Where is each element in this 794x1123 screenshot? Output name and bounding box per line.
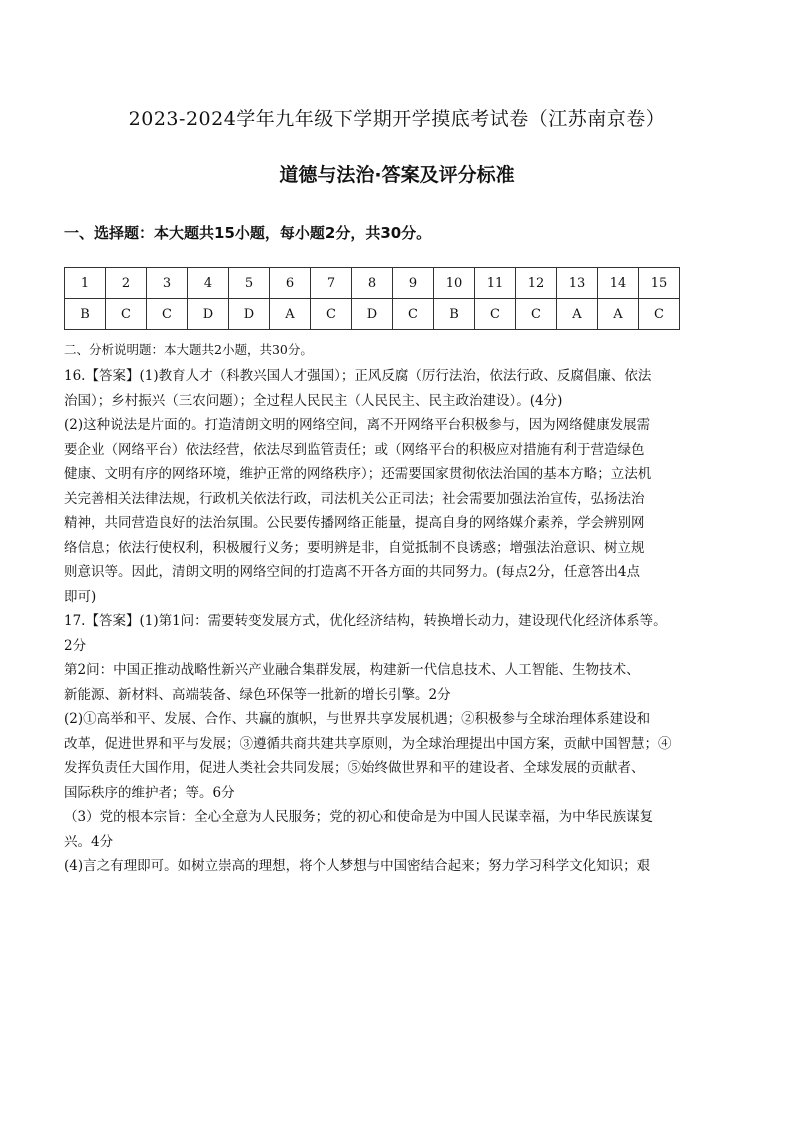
text-line: 国际秩序的维护者；等。6分: [64, 784, 235, 801]
answer-letter: D: [188, 299, 229, 330]
question-number: 10: [434, 268, 475, 299]
text-line: (4)言之有理即可。如树立崇高的理想，将个人梦想与中国密结合起来；努力学习科学文化知识；艰: [64, 858, 651, 874]
text-line: 新能源、新材料、高端装备、绿色环保等一批新的增长引擎。2分: [64, 686, 451, 703]
text-line: 络信息；依法行使权利，积极履行义务；要明辨是非，自觉抵制不良诱惑；增强法治意识、树立规: [64, 539, 645, 556]
answer-letter: A: [598, 299, 639, 330]
question-number: 5: [229, 268, 270, 299]
question-number: 6: [270, 268, 311, 299]
document-title: 2023-2024学年九年级下学期开学摸底考试卷（江苏南京卷）: [128, 108, 666, 130]
question-number: 9: [393, 268, 434, 299]
answer-letter: A: [557, 299, 598, 330]
question-number: 14: [598, 268, 639, 299]
question-number: 13: [557, 268, 598, 299]
answer-letter: C: [147, 299, 188, 330]
answer-letter: C: [393, 299, 434, 330]
answer-letter: B: [434, 299, 475, 330]
answer-letter: C: [639, 299, 680, 330]
answer-letter: D: [352, 299, 393, 330]
text-line: 关完善相关法律法规，行政机关依法行政，司法机关公正司法；社会需要加强法治宣传，弘扬法治: [64, 490, 645, 507]
answer-letter: C: [516, 299, 557, 330]
answer-letter: C: [106, 299, 147, 330]
text-line: 16.【答案】(1)教育人才（科教兴国人才强国）；正风反腐（厉行法治，依法行政、反腐倡廉、依法: [64, 368, 652, 384]
text-line: 治国）；乡村振兴（三农问题）；全过程人民民主（人民民主、民主政治建设）。(4分): [64, 392, 563, 409]
question-number: 12: [516, 268, 557, 299]
text-line: 即可): [64, 588, 97, 605]
answer-table-number-row: [65, 268, 680, 299]
text-line: 则意识等。因此，清朗文明的网络空间的打造离不开各方面的共同努力。(每点2分，任意答出4点: [64, 564, 640, 580]
text-line: 第2问：中国正推动战略性新兴产业融合集群发展，构建新一代信息技术、人工智能、生物技术、: [64, 662, 640, 678]
answer-table-answer-row: [65, 299, 680, 330]
question-number: 7: [311, 268, 352, 299]
answer-letter: B: [65, 299, 106, 330]
answer-letter: C: [475, 299, 516, 330]
text-line: 改革，促进世界和平与发展；③遵循共商共建共享原则，为全球治理提出中国方案，贡献中国智慧；④: [64, 735, 672, 752]
question-number: 3: [147, 268, 188, 299]
question-number: 11: [475, 268, 516, 299]
answer-table: [64, 267, 680, 330]
text-line: 发挥负责任大国作用，促进人类社会共同发展；⑤始终做世界和平的建设者、全球发展的贡献者、: [64, 760, 645, 776]
text-line: 兴。4分: [64, 833, 114, 850]
answer-letter: D: [229, 299, 270, 330]
text-line: 要企业（网络平台）依法经营，依法尽到监管责任；或（网络平台的积极应对措施有利于营造绿色: [64, 441, 645, 458]
text-line: (2)①高举和平、发展、合作、共赢的旗帜，与世界共享发展机遇；②积极参与全球治理体系建设和: [64, 711, 651, 727]
text-line: 2分: [64, 637, 87, 654]
text-line: (2)这种说法是片面的。打造清朗文明的网络空间，离不开网络平台积极参与，因为网络健康发展需: [64, 417, 651, 433]
question-number: 2: [106, 268, 147, 299]
text-line: 精神，共同营造良好的法治氛围。公民要传播网络正能量，提高自身的网络媒介素养，学会辨别网: [64, 515, 645, 531]
question-number: 15: [639, 268, 680, 299]
question-number: 4: [188, 268, 229, 299]
text-line: （3）党的根本宗旨：全心全意为人民服务；党的初心和使命是为中国人民谋幸福，为中华民族谋复: [64, 809, 654, 825]
answer-letter: C: [311, 299, 352, 330]
section2-heading: 二、分析说明题：本大题共2小题，共30分。: [64, 342, 313, 357]
text-line: 健康、文明有序的网络环境，维护正常的网络秩序）；还需要国家贯彻依法治国的基本方略；立法机: [64, 466, 652, 482]
text-line: 17.【答案】(1)第1问：需要转变发展方式，优化经济结构，转换增长动力，建设现代化经济体系等。: [64, 613, 667, 629]
question-number: 8: [352, 268, 393, 299]
answer-body: [64, 364, 694, 879]
section1-heading: 一、选择题：本大题共15小题，每小题2分，共30分。: [64, 224, 432, 242]
document-subtitle: 道德与法治·答案及评分标准: [279, 164, 515, 186]
question-number: 1: [65, 268, 106, 299]
answer-letter: A: [270, 299, 311, 330]
